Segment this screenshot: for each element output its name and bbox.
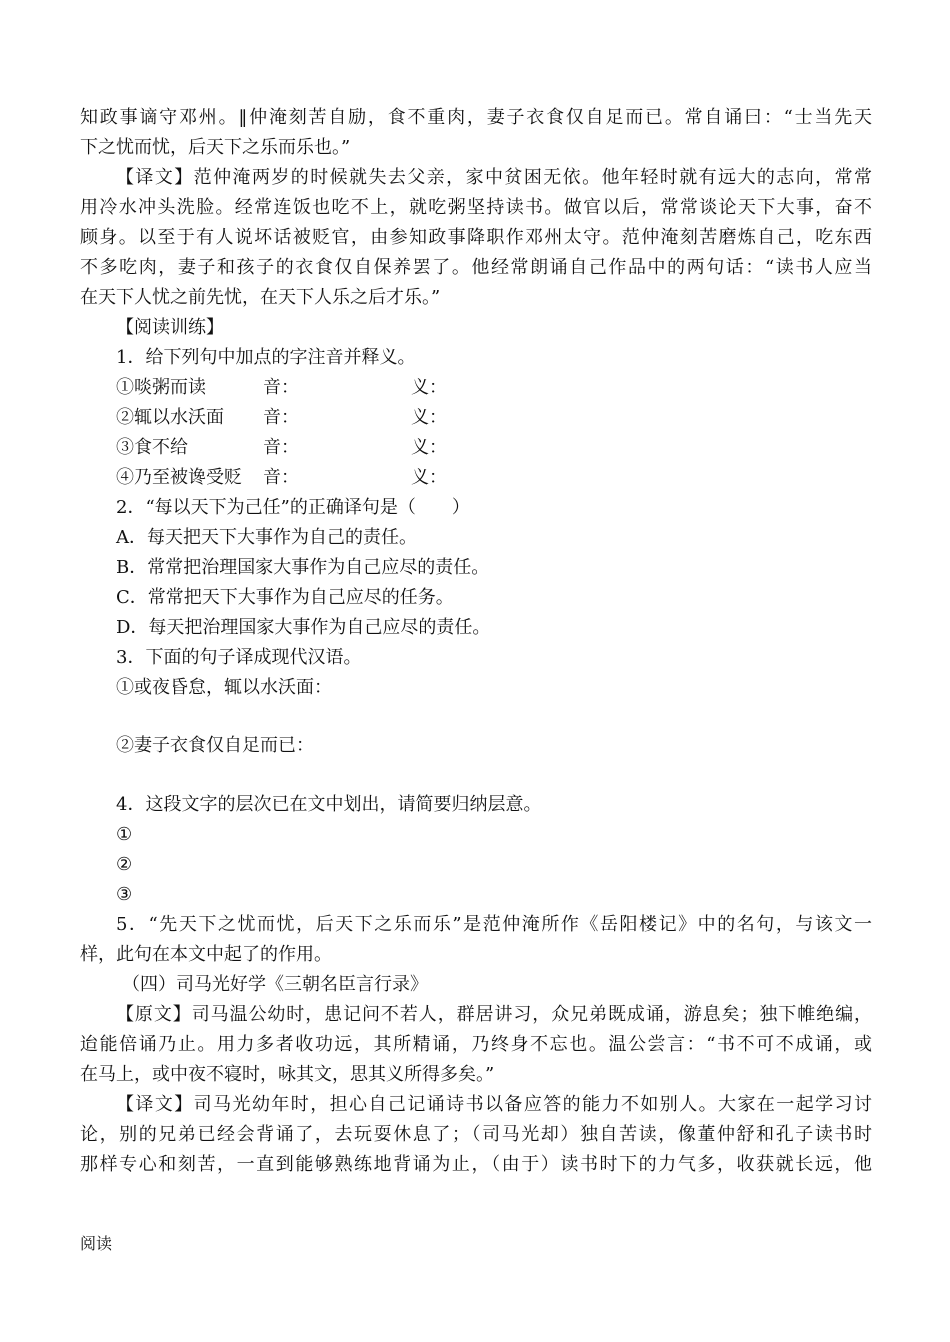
question-5: 5．“先天下之忧而忧，后天下之乐而乐”是范仲淹所作《岳阳楼记》中的名句，与该文一 xyxy=(116,914,872,935)
choice-c: C．常常把天下大事作为自己应尽的任务。 xyxy=(116,587,454,608)
original-text-line: 迨能倍诵乃止。用力多者收功远，其所精诵，乃终身不忘也。温公尝言：“书不可不成诵，或 xyxy=(80,1034,872,1055)
vocab-word: ①啖粥而读 xyxy=(116,377,206,398)
section-heading: 【阅读训练】 xyxy=(116,317,224,338)
answer-blank: ① xyxy=(116,824,133,845)
choice-b: B．常常把治理国家大事作为自己应尽的责任。 xyxy=(116,557,490,578)
vocab-word: ③食不给 xyxy=(116,437,188,458)
question-3-item-1: ①或夜昏怠，辄以水沃面： xyxy=(116,677,332,698)
vocab-item xyxy=(116,433,872,463)
original-text-line: 在马上，或中夜不寝时，咏其文，思其义所得多矣。” xyxy=(80,1064,495,1085)
answer-blank: ③ xyxy=(116,884,133,905)
vocab-meaning-label: 义： xyxy=(411,437,447,458)
vocab-item xyxy=(116,373,872,403)
question-5-cont: 样，此句在本文中起了的作用。 xyxy=(80,944,332,965)
text-line: 顾身。以至于有人说坏话被贬官，由参知政事降职作邓州太守。范仲淹刻苦磨炼自己，吃东西 xyxy=(80,227,872,248)
question-1: 1．给下列句中加点的字注音并释义。 xyxy=(116,347,416,368)
choice-a: A．每天把天下大事作为自己的责任。 xyxy=(116,527,417,548)
vocab-sound-label: 音： xyxy=(263,437,299,458)
choice-d: D．每天把治理国家大事作为自己应尽的责任。 xyxy=(116,617,491,638)
vocab-meaning-label: 义： xyxy=(411,467,447,488)
text-line: 下之忧而忧，后天下之乐而乐也。” xyxy=(80,137,351,158)
vocab-meaning-label: 义： xyxy=(411,377,447,398)
vocab-meaning-label: 义： xyxy=(411,407,447,428)
question-3: 3．下面的句子译成现代汉语。 xyxy=(116,647,362,668)
vocab-item xyxy=(116,463,872,493)
text-line: 用冷水冲头洗脸。经常连饭也吃不上，就吃粥坚持读书。做官以后，常常谈论天下大事，奋不 xyxy=(80,197,872,218)
translation-line: 【译文】范仲淹两岁的时候就失去父亲，家中贫困无依。他年轻时就有远大的志向，常常 xyxy=(116,167,872,188)
original-text-line: 【原文】司马温公幼时，患记问不若人，群居讲习，众兄弟既成诵，游息矣；独下帷绝编， xyxy=(116,1004,872,1025)
section-heading: （四）司马光好学《三朝名臣言行录》 xyxy=(122,974,428,995)
text-line: 知政事谪守邓州。‖仲淹刻苦自励，食不重肉，妻子衣食仅自足而已。常自诵曰：“士当先天 xyxy=(80,107,872,128)
text-line: 在天下人忧之前先忧，在天下人乐之后才乐。” xyxy=(80,287,441,308)
text-line: 不多吃肉，妻子和孩子的衣食仅自保养罢了。他经常朗诵自己作品中的两句话：“读书人应当 xyxy=(80,257,872,278)
translation-line: 论，别的兄弟已经会背诵了，去玩耍休息了；（司马光却）独自苦读，像董仲舒和孔子读书时 xyxy=(80,1124,872,1145)
question-2: 2．“每以天下为己任”的正确译句是（ ） xyxy=(116,497,470,518)
vocab-word: ②辄以水沃面 xyxy=(116,407,224,428)
vocab-word: ④乃至被谗受贬 xyxy=(116,467,242,488)
translation-line: 【译文】司马光幼年时，担心自己记诵诗书以备应答的能力不如别人。大家在一起学习讨 xyxy=(116,1094,872,1115)
vocab-sound-label: 音： xyxy=(263,467,299,488)
vocab-sound-label: 音： xyxy=(263,407,299,428)
vocab-sound-label: 音： xyxy=(263,377,299,398)
question-4: 4．这段文字的层次已在文中划出，请简要归纳层意。 xyxy=(116,794,542,815)
translation-line: 那样专心和刻苦，一直到能够熟练地背诵为止，（由于）读书时下的力气多，收获就长远，他 xyxy=(80,1154,872,1175)
page-footer: 阅读 xyxy=(80,1234,113,1253)
question-3-item-2: ②妻子衣食仅自足而已： xyxy=(116,735,314,756)
answer-blank: ② xyxy=(116,854,133,875)
vocab-item xyxy=(116,403,872,433)
